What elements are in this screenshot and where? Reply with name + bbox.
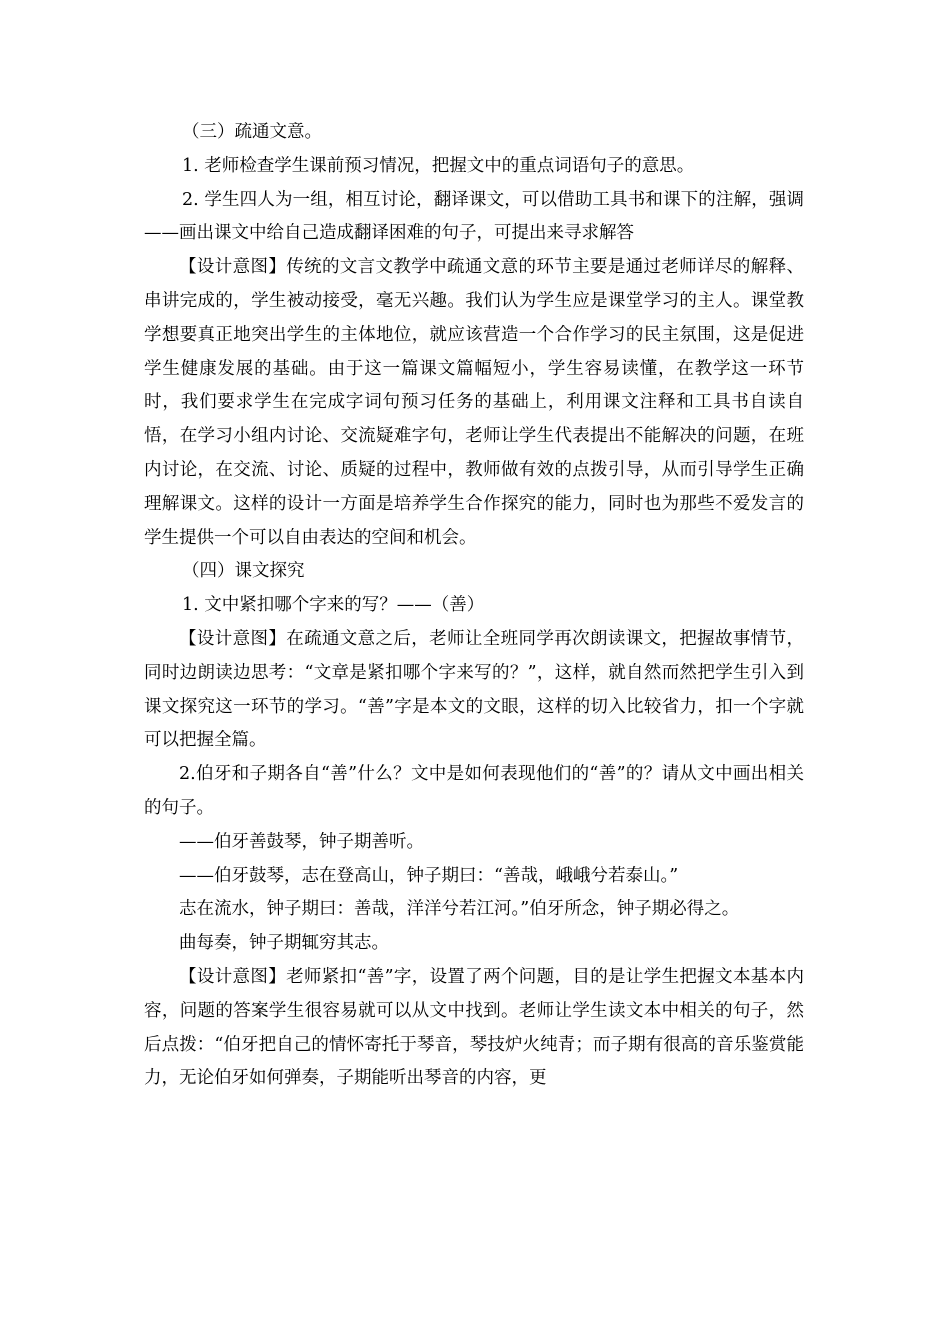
paragraph: 1. 文中紧扣哪个字来的写？——（善）	[182, 595, 485, 616]
design-intent-paragraph: 【设计意图】传统的文言文教学中疏通文意的环节主要是通过老师详尽的解释、串讲完成的，学生被动接受，毫无兴趣。我们认为学生应是课堂学习的主人。课堂教学想要真正地突出学生的主体地位，就应该营造一个合作学习的民主氛围，这是促进学生健康发展的基础。由于这一篇课文篇幅短小，学生容易读懂，在教学这一环节时，我们要求学生在完成字词句预习任务的基础上，利用课文注释和工具书自读自悟，在学习小组内讨论、交流疑难字句，老师让学生代表提出不能解决的问题，在班内讨论，在交流、讨论、质疑的过程中，教师做有效的点拨引导，从而引导学生正确理解课文。这样的设计一方面是培养学生合作探究的能力，同时也为那些不爱发言的学生提供一个可以自由表达的空间和机会。	[144, 257, 804, 548]
quote-line: 曲每奏，钟子期辄穷其志。	[179, 933, 389, 954]
section-heading-3: （三）疏通文意。	[182, 122, 322, 142]
quote-line: ——伯牙鼓琴，志在登高山，钟子期曰：“善哉，峨峨兮若泰山。”	[179, 865, 679, 886]
document-body	[144, 116, 804, 1096]
paragraph: 1. 老师检查学生课前预习情况，把握文中的重点词语句子的意思。	[182, 155, 695, 176]
design-intent-paragraph: 【设计意图】老师紧扣“善”字，设置了两个问题，目的是让学生把握文本基本内容，问题的答案学生很容易就可以从文中找到。老师让学生读文本中相关的句子，然后点拨：“伯牙把自己的情怀寄托于琴音，琴技炉火纯青；而子期有很高的音乐鉴赏能力，无论伯牙如何弹奏，子期能听出琴音的内容，更	[144, 966, 804, 1089]
paragraph: 2.伯牙和子期各自“善”什么？文中是如何表现他们的“善”的？请从文中画出相关的句子。	[144, 764, 804, 818]
design-intent-paragraph: 【设计意图】在疏通文意之后，老师让全班同学再次朗读课文，把握故事情节，同时边朗读边思考：“文章是紧扣哪个字来写的？”，这样，就自然而然把学生引入到课文探究这一环节的学习。“善”字是本文的文眼，这样的切入比较省力，扣一个字就可以把握全篇。	[144, 628, 804, 751]
section-heading-4: （四）课文探究	[182, 561, 305, 582]
quote-line: ——伯牙善鼓琴，钟子期善听。	[179, 831, 424, 852]
quote-line: 志在流水，钟子期曰：善哉，洋洋兮若江河。”伯牙所念，钟子期必得之。	[179, 899, 740, 920]
paragraph: 2. 学生四人为一组，相互讨论，翻译课文，可以借助工具书和课下的注解，强调——画出课文中给自己造成翻译困难的句子，可提出来寻求解答	[144, 189, 804, 244]
